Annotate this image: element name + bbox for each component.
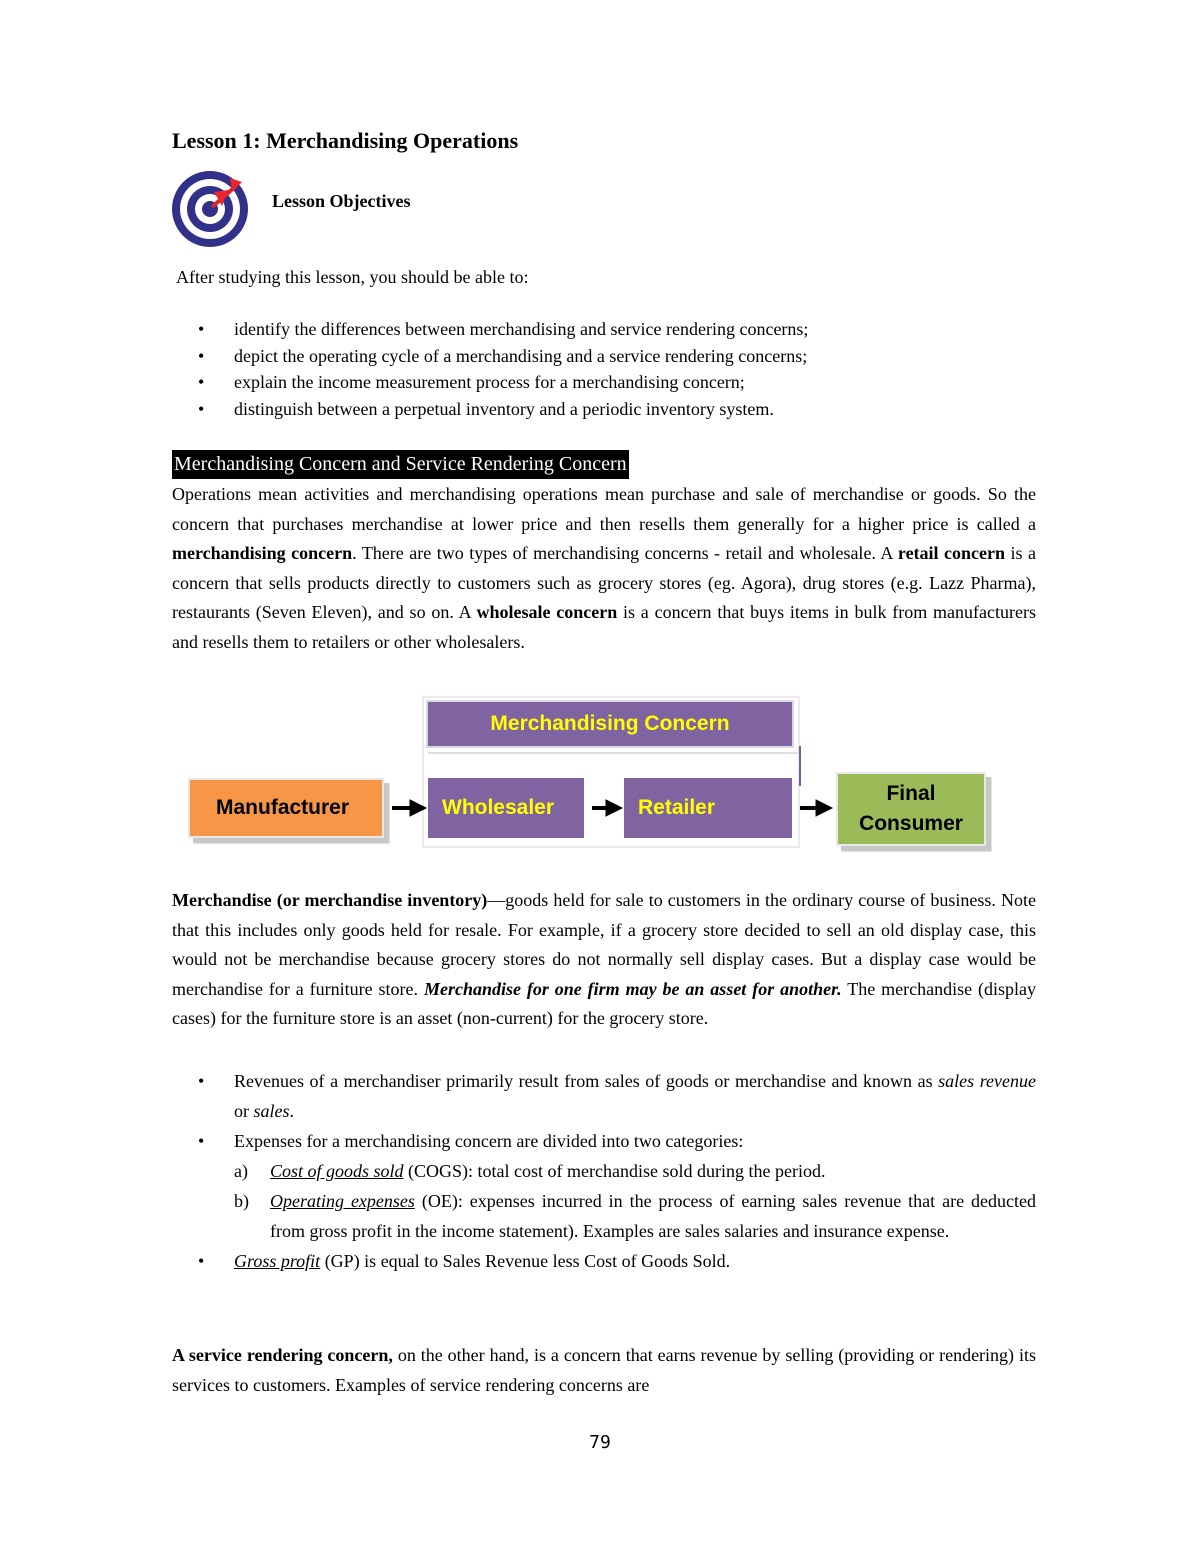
service-concern-paragraph: A service rendering concern, on the other hand, is a concern that earns revenue by selling (providing or rendering) its services to customers. Examples of service rendering concerns are xyxy=(172,1345,1036,1395)
retailer-box: Retailer xyxy=(624,778,792,838)
sub-list-item: a) Cost of goods sold (COGS): total cost of merchandise sold during the period. xyxy=(234,1161,826,1181)
list-item: • Gross profit (GP) is equal to Sales Revenue less Cost of Goods Sold. xyxy=(172,1246,1036,1276)
final-consumer-box: Final Consumer xyxy=(836,772,986,846)
objective-item: • explain the income measurement process for a merchandising concern; xyxy=(172,369,1042,396)
page-number: 79 xyxy=(589,1432,611,1453)
list-item: • Expenses for a merchandising concern are divided into two categories: a) Cost of goods sold (COGS): total cost of merchandise sold during the period. b) Operating expenses (OE): expenses incurred in the process of earning sales revenue that are deducted from gross profit in the income statement). Examples are sales salaries and insurance expense. xyxy=(172,1126,1036,1246)
supply-chain-diagram xyxy=(180,694,1000,864)
merchandising-concern-box: Merchandising Concern xyxy=(428,702,792,746)
term-gross-profit: Gross profit xyxy=(234,1251,321,1271)
term-retail-concern: retail concern xyxy=(897,543,1006,564)
objectives-label: Lesson Objectives xyxy=(272,191,411,211)
term-merchandise: Merchandise (or merchandise inventory) xyxy=(172,890,488,910)
wholesaler-box: Wholesaler xyxy=(428,778,584,838)
term-service-rendering-concern: A service rendering concern, xyxy=(172,1345,393,1365)
manufacturer-box: Manufacturer xyxy=(188,778,384,838)
objectives-list xyxy=(172,316,1042,422)
arrows xyxy=(180,694,1000,864)
arrow-icon xyxy=(800,800,832,816)
lesson-title: Lesson 1: Merchandising Operations xyxy=(172,128,519,153)
list-item: • Revenues of a merchandiser primarily result from sales of goods or merchandise and known as sales revenue or sales. xyxy=(172,1066,1036,1126)
objective-item: • distinguish between a perpetual inventory and a periodic inventory system. xyxy=(172,396,1042,423)
arrow-icon xyxy=(592,800,622,816)
merchandiser-facts-list xyxy=(172,1066,1036,1276)
arrow-icon xyxy=(392,800,426,816)
merchandise-definition-paragraph: Merchandise (or merchandise inventory)—goods held for sale to customers in the ordinary course of business. Note that this includes only goods held for resale. For example, if a grocery store decided to sell an old display case, this would not be merchandise because grocery stores do not normally sell display cases. But a display case would be merchandise for a furniture store. Merchandise for one firm may be an asset for another. The merchandise (display cases) for the furniture store is an asset (non-current) for the grocery store. xyxy=(172,890,1036,1029)
target-icon xyxy=(170,168,252,250)
term-cogs: Cost of goods sold xyxy=(270,1161,404,1181)
term-wholesale-concern: wholesale concern xyxy=(476,602,618,623)
objective-item: • identify the differences between merchandising and service rendering concerns; xyxy=(172,316,1042,343)
merchandising-concern-paragraph: Operations mean activities and merchandising operations mean purchase and sale of merchandise or goods. So the concern that purchases merchandise at lower price and then resells them generally for a higher price is called a merchandising concern. There are two types of merchandising concerns - retail and wholesale. A retail concern is a concern that sells products directly to customers such as grocery stores (eg. Agora), drug stores (e.g. Lazz Pharma), restaurants (Seven Eleven), and so on. A wholesale concern is a concern that buys items in bulk from manufacturers and resells them to retailers or other wholesalers. xyxy=(172,484,1036,652)
sub-list-item: b) Operating expenses (OE): expenses incurred in the process of earning sales revenue that are deducted from gross profit in the income statement). Examples are sales salaries and insurance expense. xyxy=(234,1191,1036,1241)
emphasis-text: Merchandise for one firm may be an asset for another. xyxy=(423,978,842,999)
term-merchandising-concern: merchandising concern xyxy=(172,543,353,564)
expense-categories-list xyxy=(234,1156,1036,1246)
section-heading: Merchandising Concern and Service Rendering Concern xyxy=(172,450,629,479)
objective-item: • depict the operating cycle of a merchandising and a service rendering concerns; xyxy=(172,343,1042,370)
intro-text: After studying this lesson, you should be able to: xyxy=(176,267,529,287)
term-operating-expenses: Operating expenses xyxy=(270,1191,415,1211)
